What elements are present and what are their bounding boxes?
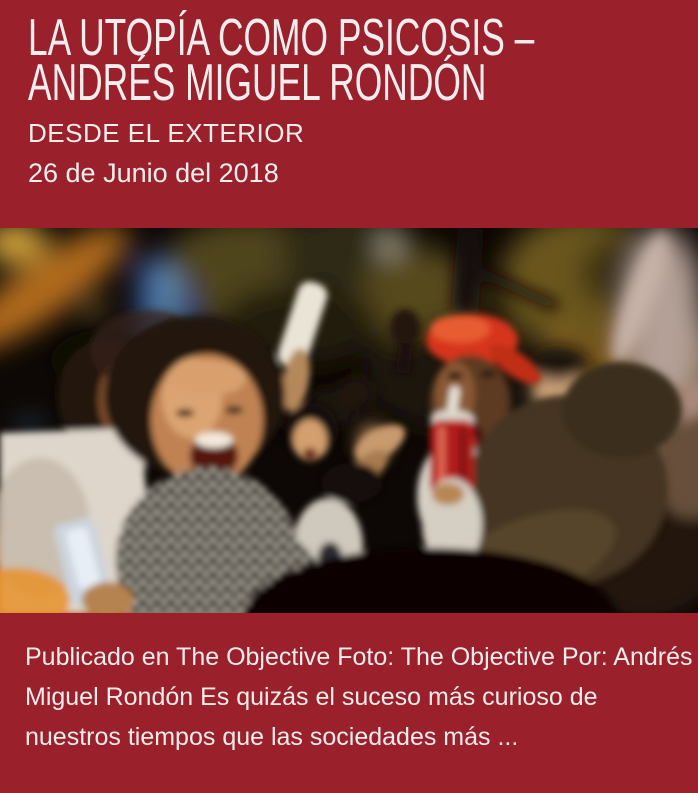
article-date: 26 de Junio del 2018 (28, 158, 279, 188)
article-title-line-2[interactable]: ANDRÉS MIGUEL RONDÓN (28, 54, 487, 112)
article-excerpt (25, 637, 693, 757)
excerpt-line: nuestros tiempos que las sociedades más ... (25, 723, 519, 751)
excerpt-line: Miguel Rondón Es quizás el suceso más curioso de (25, 683, 598, 711)
article-title-line-1[interactable]: LA UTOPÍA COMO PSICOSIS – (28, 9, 535, 67)
article-photo[interactable] (0, 228, 698, 613)
category-label: DESDE EL EXTERIOR (28, 118, 305, 148)
excerpt-line: Publicado en The Objective Foto: The Objective Por: Andrés (25, 643, 693, 671)
